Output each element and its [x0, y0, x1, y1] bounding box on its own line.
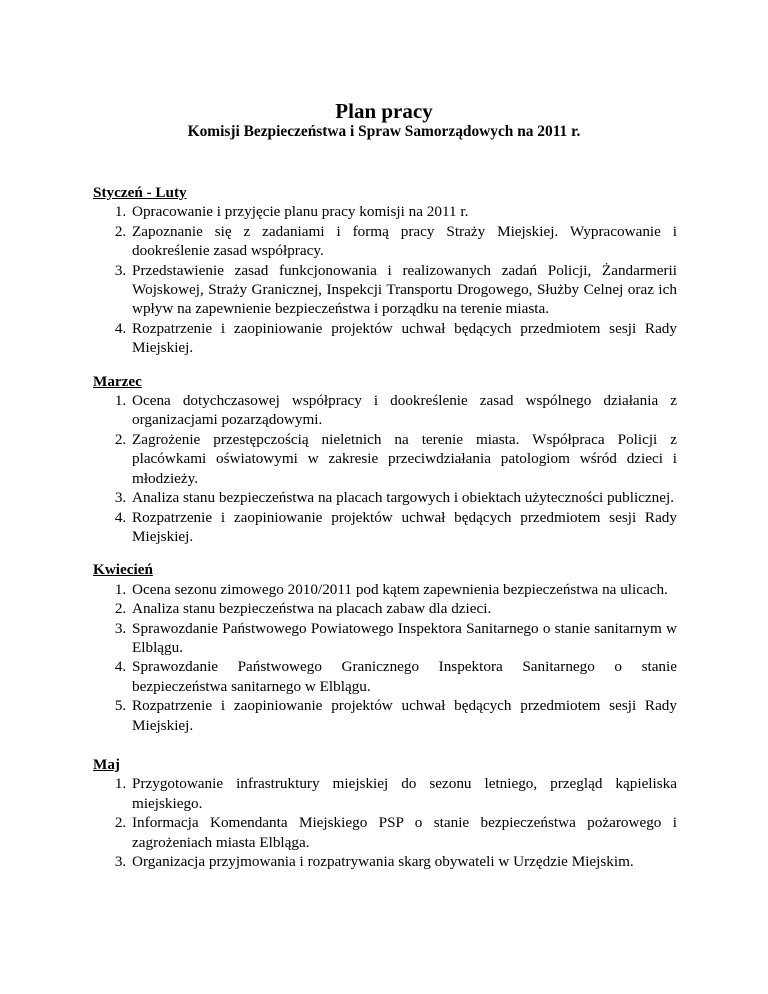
section-heading: Marzec — [93, 372, 142, 390]
section-maj — [93, 755, 677, 871]
document-body — [93, 183, 677, 885]
page-title: Plan pracy — [335, 99, 433, 123]
list-item: 1. Przygotowanie infrastruktury miejskiej do sezonu letniego, przegląd kąpieliska miejskiego. — [130, 774, 677, 813]
section-heading: Kwiecień — [93, 561, 153, 579]
list-item: 5. Rozpatrzenie i zaopiniowanie projektów uchwał będących przedmiotem sesji Rady Miejskiej. — [130, 696, 677, 735]
section-kwiecien — [93, 560, 677, 735]
list-item: 4. Rozpatrzenie i zaopiniowanie projektów uchwał będących przedmiotem sesji Rady Miejskiej. — [130, 508, 677, 547]
list-item: 3. Przedstawienie zasad funkcjonowania i realizowanych zadań Policji, Żandarmerii Wojskowej, Straży Granicznej, Inspekcji Transportu Drogowego, Służby Celnej oraz ich wpływ na zapewnienie bezpieczeństwa i porządku na terenie miasta. — [130, 261, 677, 319]
list-item: 2. Analiza stanu bezpieczeństwa na placach zabaw dla dzieci. — [130, 599, 677, 618]
list-item: 1. Opracowanie i przyjęcie planu pracy komisji na 2011 r. — [130, 202, 677, 221]
list-item: 4. Sprawozdanie Państwowego Granicznego Inspektora Sanitarnego o stanie bezpieczeństwa sanitarnego w Elblągu. — [130, 657, 677, 696]
task-list — [93, 202, 677, 357]
section-marzec — [93, 372, 677, 547]
task-list — [93, 580, 677, 735]
list-item: 1. Ocena dotychczasowej współpracy i dookreślenie zasad wspólnego działania z organizacjami pozarządowymi. — [130, 391, 677, 430]
section-styczen-luty — [93, 183, 677, 358]
list-item: 3. Sprawozdanie Państwowego Powiatowego Inspektora Sanitarnego o stanie sanitarnym w Elblągu. — [130, 619, 677, 658]
list-item: 2. Informacja Komendanta Miejskiego PSP o stanie bezpieczeństwa pożarowego i zagrożeniach miasta Elbląga. — [130, 813, 677, 852]
list-item: 3. Analiza stanu bezpieczeństwa na placach targowych i obiektach użyteczności publicznej. — [130, 488, 677, 507]
list-item: 1. Ocena sezonu zimowego 2010/2011 pod kątem zapewnienia bezpieczeństwa na ulicach. — [130, 580, 677, 599]
list-item: 2. Zapoznanie się z zadaniami i formą pracy Straży Miejskiej. Wypracowanie i dookreślenie zasad współpracy. — [130, 222, 677, 261]
section-heading: Maj — [93, 755, 120, 773]
task-list — [93, 774, 677, 871]
list-item: 2. Zagrożenie przestępczością nieletnich na terenie miasta. Współpraca Policji z placówkami oświatowymi w zakresie przeciwdziałania patologiom wśród dzieci i młodzieży. — [130, 430, 677, 488]
list-item: 4. Rozpatrzenie i zaopiniowanie projektów uchwał będących przedmiotem sesji Rady Miejskiej. — [130, 319, 677, 358]
page-subtitle: Komisji Bezpieczeństwa i Spraw Samorządowych na 2011 r. — [187, 123, 581, 140]
task-list — [93, 391, 677, 546]
section-heading: Styczeń - Luty — [93, 184, 187, 201]
list-item: 3. Organizacja przyjmowania i rozpatrywania skarg obywateli w Urzędzie Miejskim. — [130, 852, 677, 871]
